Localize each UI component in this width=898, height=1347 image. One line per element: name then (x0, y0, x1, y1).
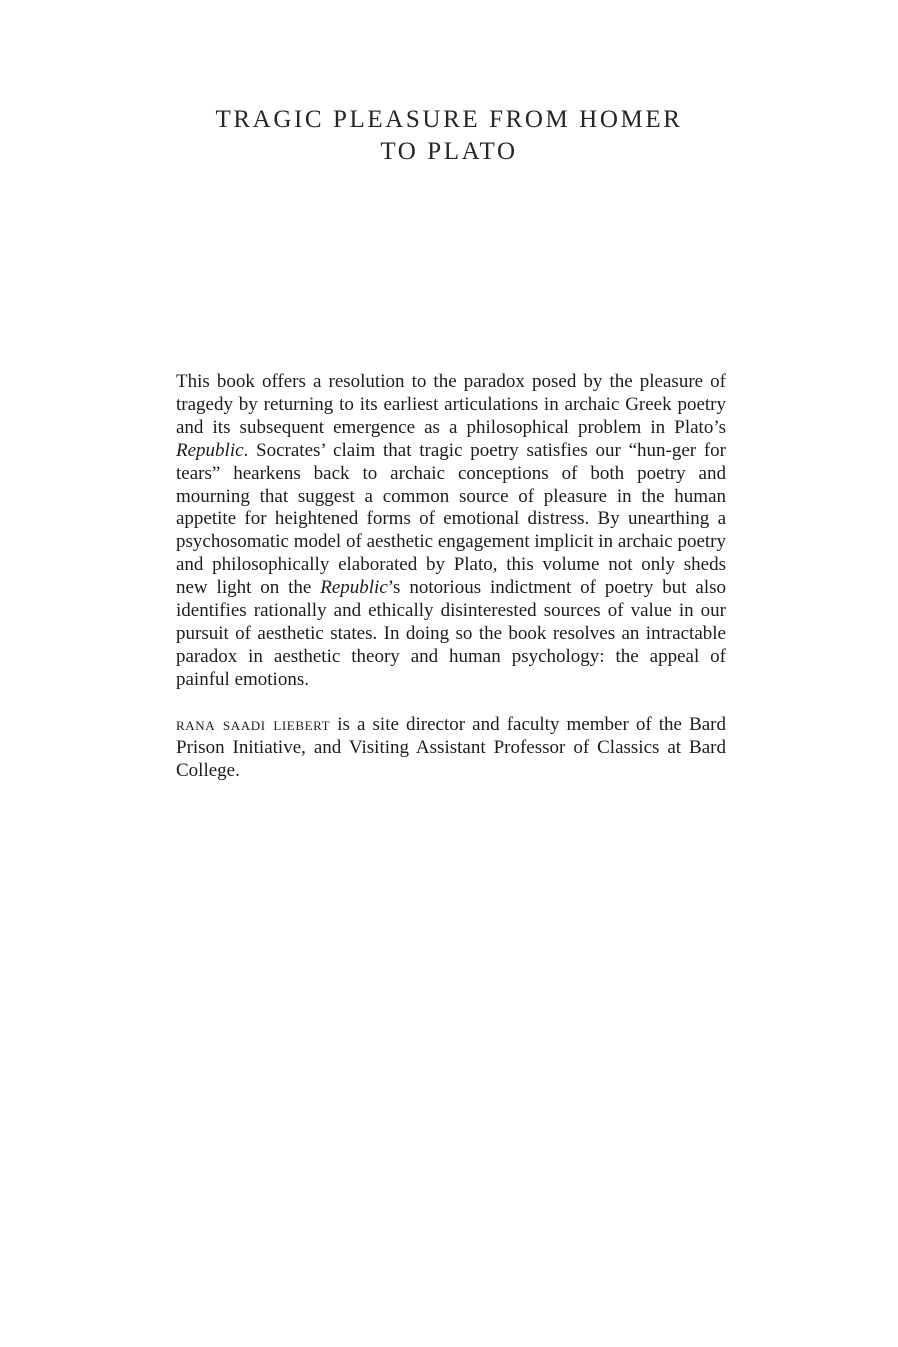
title-line-2: TO PLATO (380, 138, 518, 165)
author-bio-text: is a site director and faculty member of the Bard Prison Initiative, and Visiting Assistant Professor of Classics at Bard College. (176, 713, 726, 781)
title-line-1: TRAGIC PLEASURE FROM HOMER (215, 106, 683, 133)
blurb-text-2: . Socrates’ claim that tragic poetry satisfies our “hun-ger for tears” hearkens back to archaic conceptions of both poetry and mourning that suggest a common source of pleasure in the human appetite for heightened forms of emotional distress. By unearthing a psychosomatic model of aesthetic engagement implicit in archaic poetry and philosophically elaborated by Plato, this volume not only sheds new light on the (176, 439, 726, 599)
blurb-text-3: ’s notorious indictment of poetry but also identifies rationally and ethically disinterested sources of value in our pursuit of aesthetic states. In doing so the book resolves an intractable paradox in aesthetic theory and human psychology: the appeal of painful emotions. (176, 577, 727, 690)
author-bio-paragraph (176, 714, 726, 783)
book-description (176, 371, 726, 782)
blurb-paragraph (176, 371, 726, 692)
blurb-text-1: This book offers a resolution to the paradox posed by the pleasure of tragedy by returning to its earliest articulations in archaic Greek poetry and its subsequent emergence as a philosophical problem in Plato’s (176, 371, 726, 438)
page-title (0, 104, 898, 168)
author-name: rana saadi liebert (176, 713, 331, 735)
blurb-italic-republic-2: Republic (320, 577, 388, 599)
blurb-italic-republic-1: Republic (176, 439, 244, 461)
